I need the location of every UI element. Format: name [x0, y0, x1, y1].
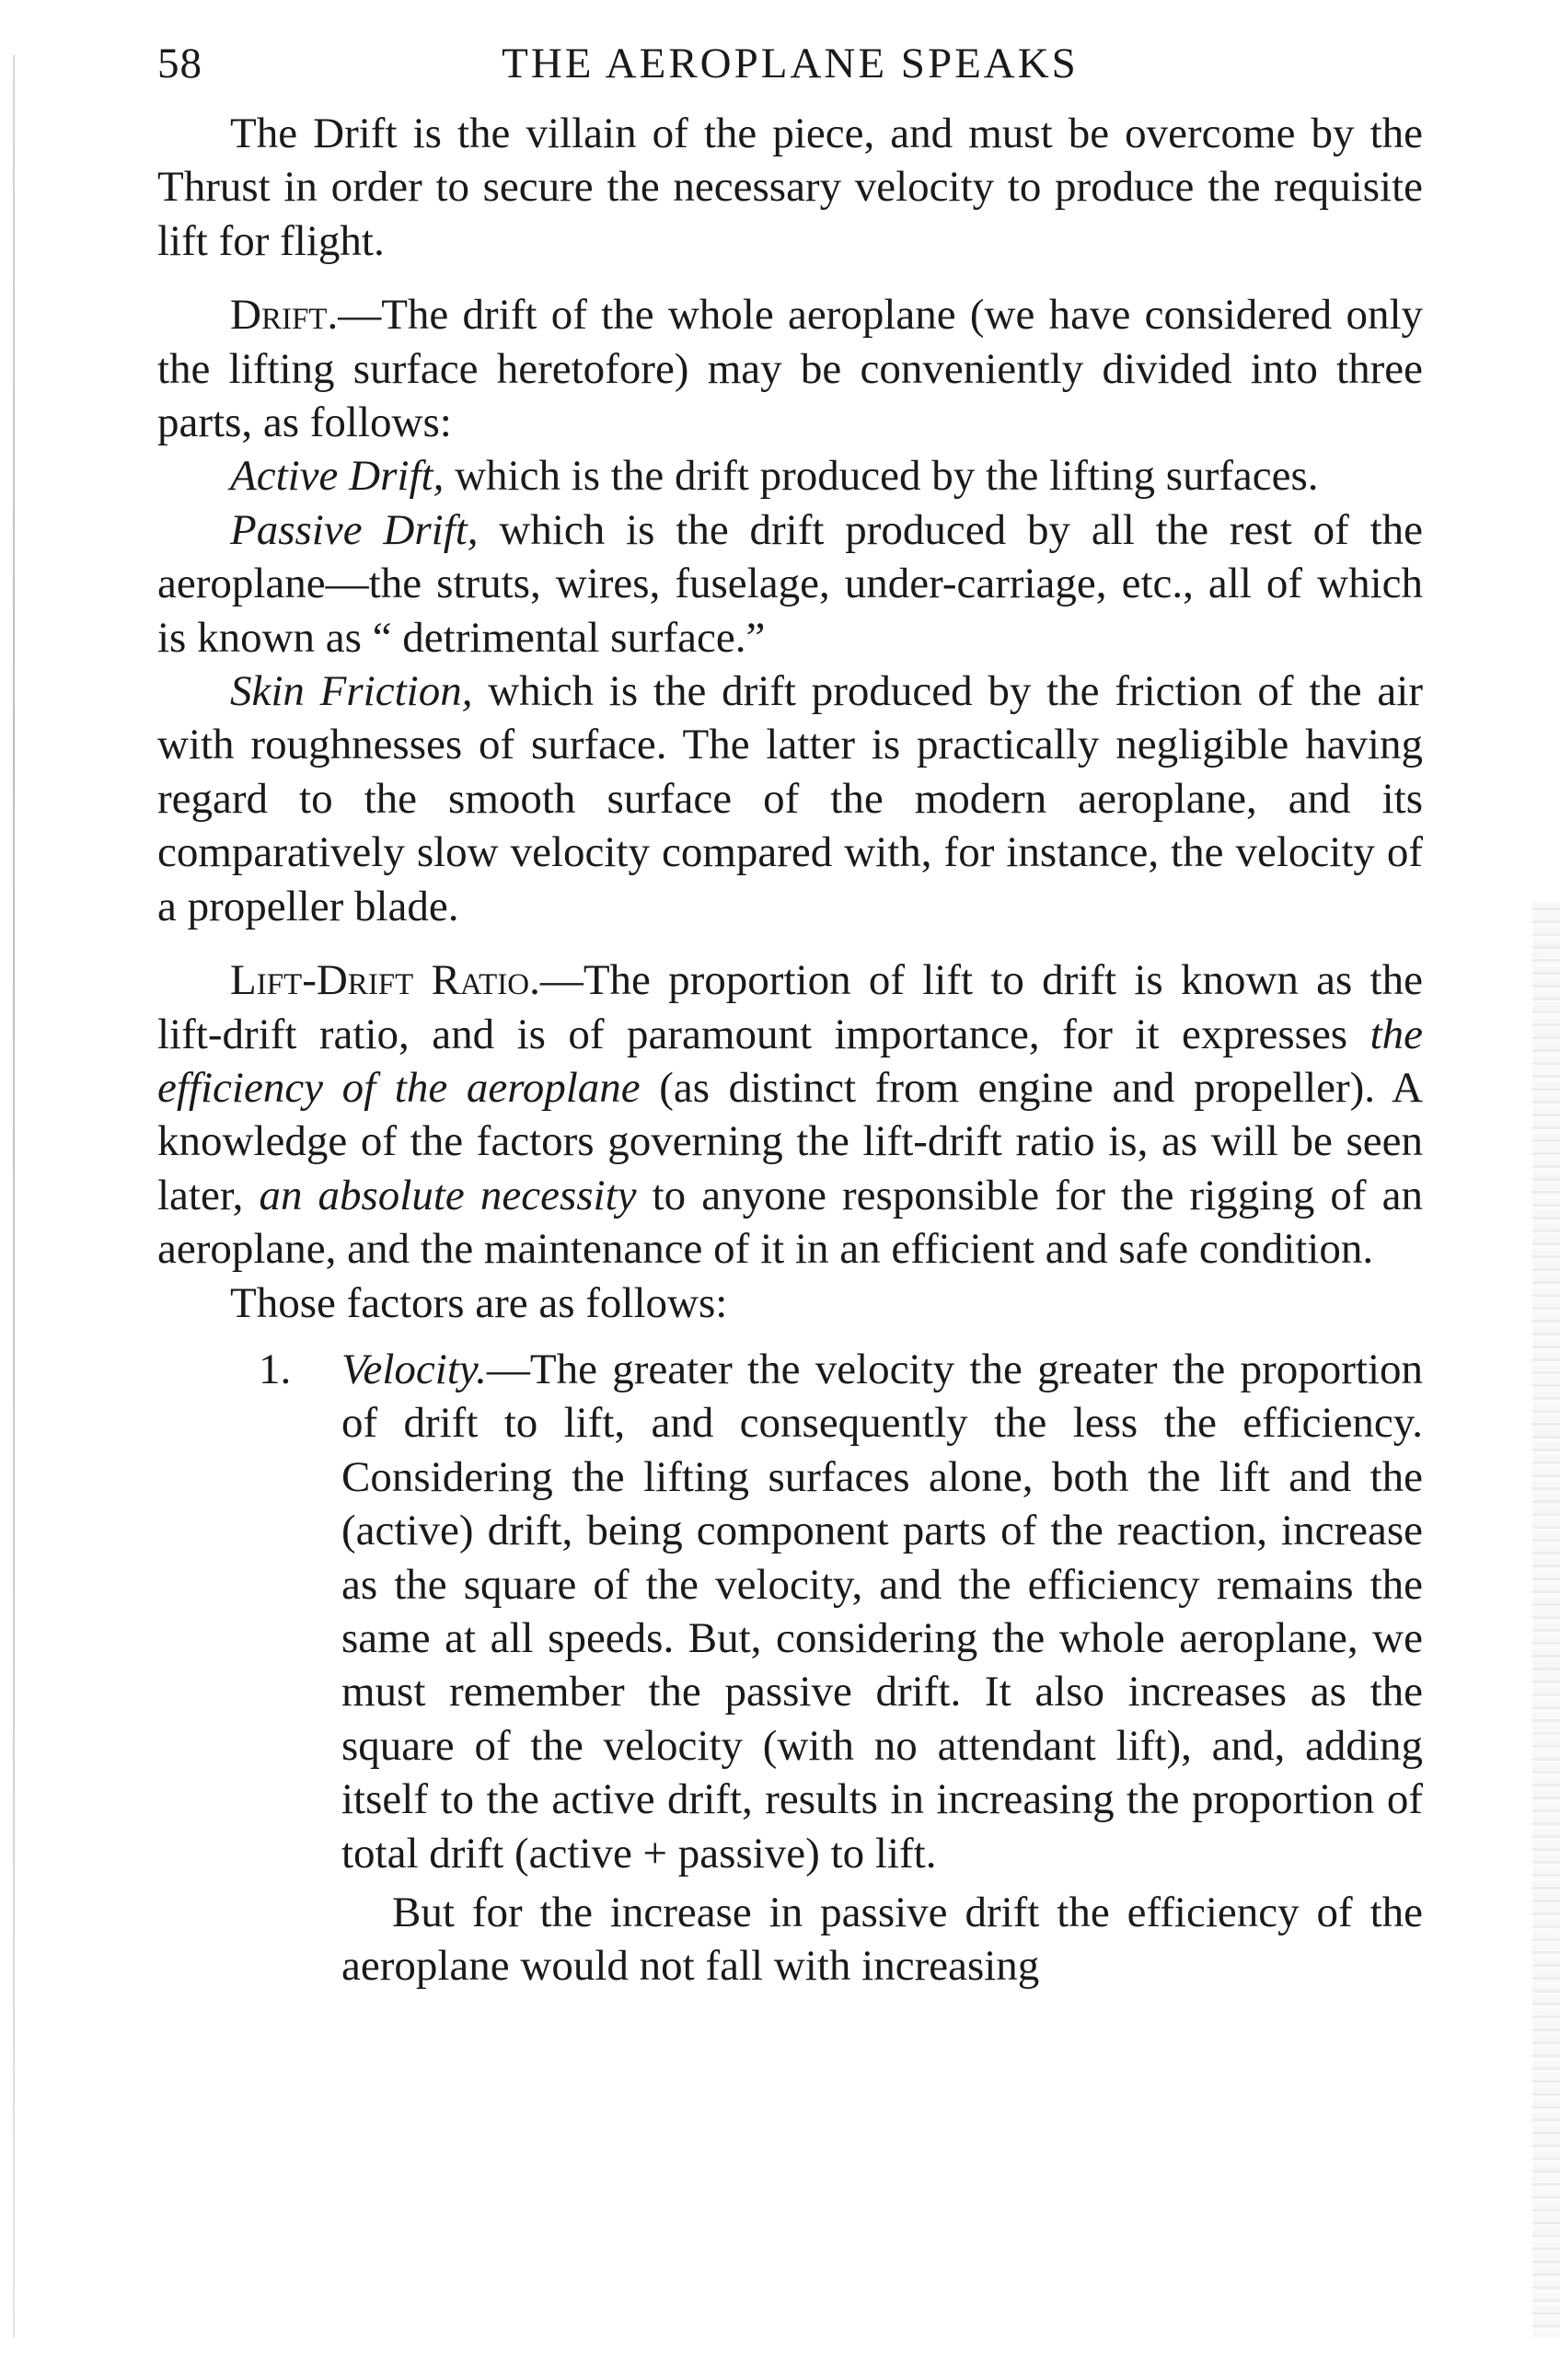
- paragraph-skin-friction: [157, 664, 1423, 933]
- factors-list: [259, 1343, 1423, 1993]
- paragraph-passive-drift: [157, 503, 1423, 664]
- skin-friction-text: which is the drift produced by the friction of the air with roughnesses of surface. The latter is practically negligible having regard to the smooth surface of the modern aeroplane, and its comparatively slow velocity compared with, for instance, the velocity of a propeller blade.: [157, 667, 1423, 930]
- passive-drift-text: which is the drift produced by all the rest of the aeroplane—the struts, wires, fuselage, under-carriage, etc., all of which is known as “ detrimental surface.”: [157, 505, 1423, 662]
- list-item-number: 1.: [259, 1345, 292, 1393]
- velocity-continuation: But for the increase in passive drift the efficiency of the aeroplane would not fall with increasing: [341, 1889, 1423, 1991]
- paragraph-active-drift: [157, 449, 1423, 503]
- paragraph-factors-intro: Those factors are as follows:: [230, 1278, 728, 1327]
- scan-page-edge: [1532, 902, 1560, 2338]
- active-drift-text: which is the drift produced by the lifting surfaces.: [444, 452, 1319, 501]
- skin-friction-term: Skin Friction,: [230, 667, 473, 716]
- ratio-text-2: (as distinct from engine and propeller). A knowledge of the factors governing the lift-drift ratio is, as will be seen later,: [157, 1063, 1423, 1219]
- running-title: THE AEROPLANE SPEAKS: [502, 40, 1079, 87]
- drift-heading: Drift.: [230, 291, 339, 340]
- list-item: [259, 1343, 1423, 1993]
- ratio-text-3: to anyone responsible for the rigging of an aeroplane, and the maintenance of it in an efficient and safe condition.: [157, 1171, 1423, 1274]
- lift-drift-ratio-heading: Lift-Drift Ratio.: [230, 956, 540, 1005]
- paragraph-drift-definition: [157, 288, 1423, 449]
- paragraph-lift-drift-ratio: [157, 953, 1423, 1276]
- ratio-text-1: —The proportion of lift to drift is known as the lift-drift ratio, and is of paramount importance, for it expresses: [157, 956, 1423, 1058]
- drift-text: —The drift of the whole aeroplane (we have considered only the lifting surface heretofore) may be conveniently divided into three parts, as follows:: [157, 291, 1423, 447]
- velocity-text: —The greater the velocity the greater the proportion of drift to lift, and consequently the less the efficiency. Considering the lifting surfaces alone, both the lift and the (active) drift, being component parts of the reaction, increase as the square of the velocity, and the efficiency remains the same at all speeds. But, considering the whole aeroplane, we must remember the passive drift. It also increases as the square of the velocity (with no attendant lift), and, adding itself to the active drift, results in increasing the proportion of total drift (active + passive) to lift.: [341, 1345, 1423, 1877]
- book-page: [157, 37, 1423, 1993]
- paragraph-drift-villain: The Drift is the villain of the piece, and must be overcome by the Thrust in order to secure the necessary velocity to produce the requisite lift for flight.: [157, 110, 1423, 265]
- velocity-term: Velocity.: [341, 1345, 487, 1393]
- list-item-velocity: [341, 1343, 1423, 1880]
- page-header: [157, 37, 1423, 101]
- passive-drift-term: Passive Drift,: [230, 505, 479, 554]
- ratio-emphasis-2: an absolute necessity: [259, 1171, 637, 1219]
- scan-binding-edge: [13, 55, 15, 2338]
- ratio-emphasis-1: the efficiency of the aeroplane: [157, 1010, 1423, 1112]
- active-drift-term: Active Drift,: [230, 452, 445, 501]
- page-number: 58: [157, 40, 202, 87]
